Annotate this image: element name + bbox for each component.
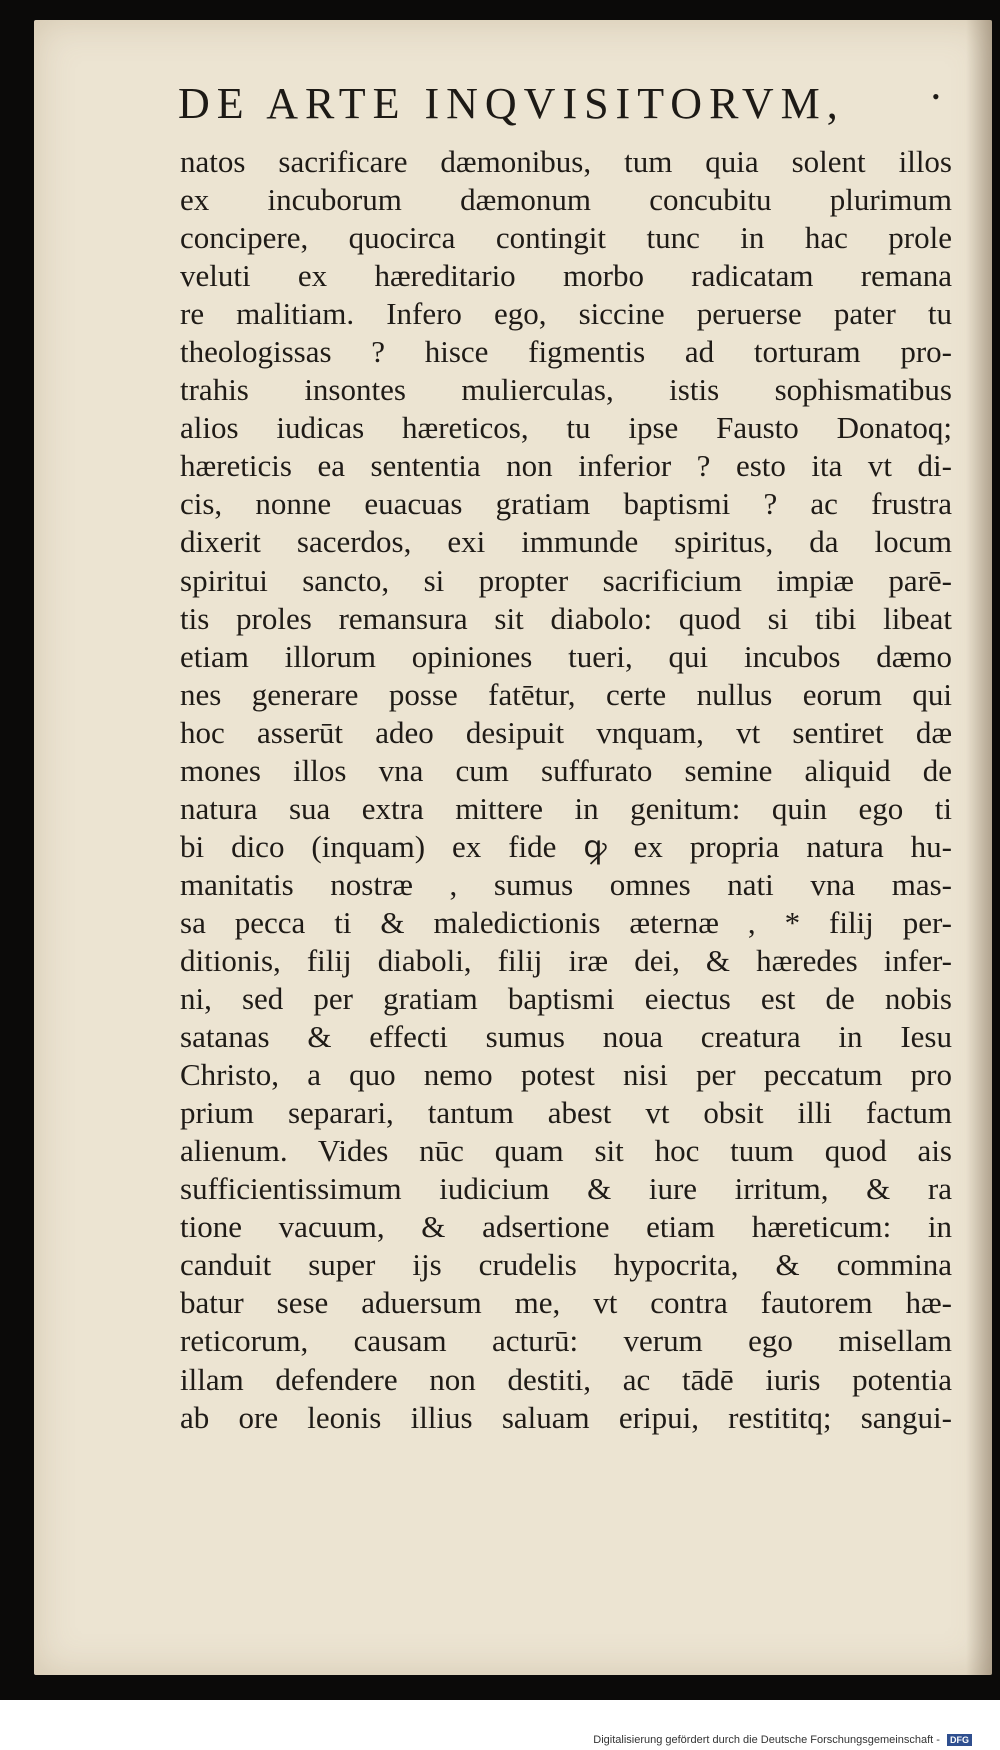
text-line: ab ore leonis illius saluam eripui, restititq; sangui- <box>180 1399 952 1435</box>
text-line: dixerit sacerdos, exi immunde spiritus, da locum <box>180 524 952 560</box>
gutter-shadow <box>966 20 992 1675</box>
dfg-logo-icon: DFG <box>947 1734 972 1746</box>
text-line: bi dico (inquam) ex fide ꝙ ex propria natura hu- <box>180 828 952 864</box>
text-line: illam defendere non destiti, ac tādē iuris potentia <box>180 1361 952 1397</box>
text-line: re malitiam. Infero ego, siccine peruerse pater tu <box>180 296 952 332</box>
text-line: alios iudicas hæreticos, tu ipse Fausto Donatoq; <box>180 410 952 446</box>
text-line: sufficientissimum iudicium & iure irritum, & ra <box>180 1171 952 1207</box>
text-line: mones illos vna cum suffurato semine aliquid de <box>180 752 952 788</box>
digitization-footer <box>0 1700 1000 1750</box>
text-line: trahis insontes mulierculas, istis sophismatibus <box>180 372 952 408</box>
body-text <box>180 143 952 1437</box>
text-line: tione vacuum, & adsertione etiam hæreticum: in <box>180 1209 952 1245</box>
text-line: alienum. Vides nūc quam sit hoc tuum quod ais <box>180 1133 952 1169</box>
text-line: manitatis nostræ , sumus omnes nati vna mas- <box>180 866 952 902</box>
text-line: etiam illorum opiniones tueri, qui incubos dæmo <box>180 638 952 674</box>
text-line: ex incuborum dæmonum concubitu plurimum <box>180 182 952 218</box>
text-line: theologissas ? hisce figmentis ad torturam pro- <box>180 334 952 370</box>
text-line: natos sacrificare dæmonibus, tum quia solent illos <box>180 144 952 179</box>
text-line: Christo, a quo nemo potest nisi per peccatum pro <box>180 1057 952 1093</box>
text-line: ditionis, filij diaboli, filij iræ dei, & hæredes infer- <box>180 942 952 978</box>
text-line: hoc asserūt adeo desipuit vnquam, vt sentiret dæ <box>180 714 952 750</box>
text-line: concipere, quocirca contingit tunc in hac prole <box>180 220 952 256</box>
text-line: ni, sed per gratiam baptismi eiectus est de nobis <box>180 981 952 1017</box>
running-head: DE ARTE INQVISITORVM, <box>178 79 845 128</box>
text-line: prium separari, tantum abest vt obsit illi factum <box>180 1095 952 1131</box>
catchword-mark: • <box>932 84 940 109</box>
text-line: tis proles remansura sit diabolo: quod si tibi libeat <box>180 600 952 636</box>
text-line: canduit super ijs crudelis hypocrita, & commina <box>180 1247 952 1283</box>
text-line: reticorum, causam acturū: verum ego misellam <box>180 1323 952 1359</box>
text-line: satanas & effecti sumus noua creatura in Iesu <box>180 1019 952 1055</box>
footer-credit <box>593 1734 972 1746</box>
footer-credit-text: Digitalisierung gefördert durch die Deutsche Forschungsgemeinschaft - <box>593 1733 940 1746</box>
text-line: nes generare posse fatētur, certe nullus eorum qui <box>180 676 952 712</box>
text-line: natura sua extra mittere in genitum: quin ego ti <box>180 790 952 826</box>
text-line: batur sese aduersum me, vt contra fautorem hæ- <box>180 1285 952 1321</box>
text-line: cis, nonne euacuas gratiam baptismi ? ac frustra <box>180 486 952 522</box>
text-line: sa pecca ti & maledictionis æternæ , * filij per- <box>180 904 952 940</box>
text-line: spiritui sancto, si propter sacrificium impiæ parē- <box>180 562 952 598</box>
text-line: veluti ex hæreditario morbo radicatam remana <box>180 258 952 294</box>
text-line: hæreticis ea sententia non inferior ? esto ita vt di- <box>180 448 952 484</box>
